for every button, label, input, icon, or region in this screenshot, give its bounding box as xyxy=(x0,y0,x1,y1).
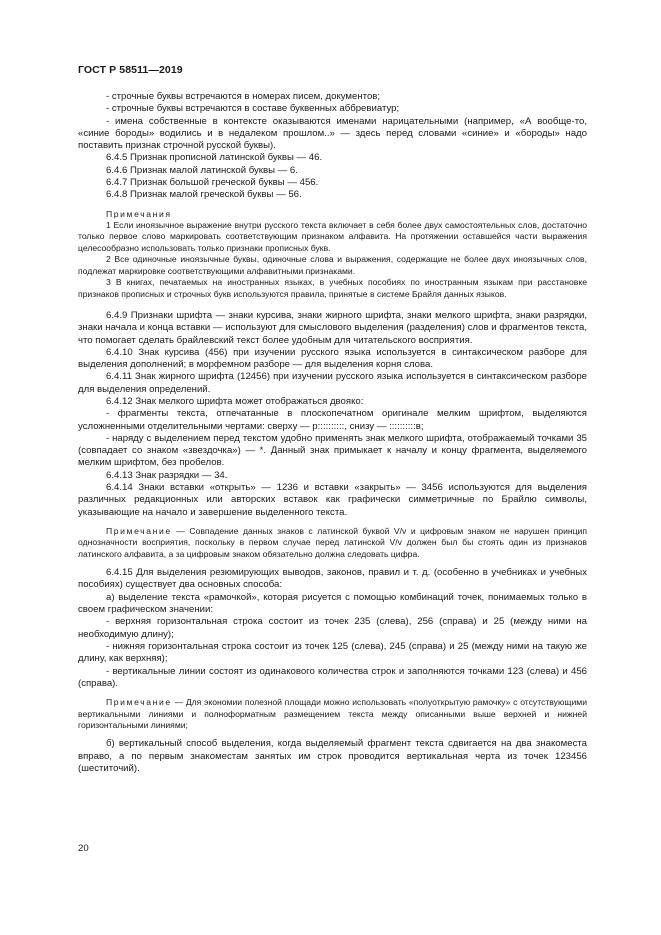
list-item: - вертикальные линии состоят из одинакового количества строк и заполняются точками 123 (слева) и 456 (справа). xyxy=(78,665,587,689)
section-6-4-15: 6.4.15 Для выделения резюмирующих выводов, законов, правил и т. д. (особенно в учебниках и учебных пособиях) существует два основных способа: xyxy=(78,567,587,591)
note-text: — Совпадение данных знаков с латинской буквой V/v и цифровым знаком не нарушен принцип однозначности восприятия, поскольку в первом случае перед латинской V/v должен был бы стоять один из признаков латинского алфавита, а за цифровым знаком обязательно должна следовать цифра. xyxy=(78,525,587,559)
section-6-4-12: 6.4.12 Знак мелкого шрифта может отображаться двояко: xyxy=(106,396,364,407)
page-body xyxy=(78,91,587,775)
note-5 xyxy=(78,697,587,731)
document-header: ГОСТ Р 58511—2019 xyxy=(78,64,183,76)
note-label: Примечание xyxy=(106,525,172,536)
note-4 xyxy=(78,526,587,560)
section-6-4-14: 6.4.14 Знаки вставки «открыть» — 1236 и вставки «закрыть» — 3456 используются для выделения различных редакционных или авторских вставок как графически симметричные по Брайлю символы, указывающие на начало и завершение выделенного текста. xyxy=(78,482,587,518)
section-6-4-8: 6.4.8 Признак малой греческой буквы — 56. xyxy=(106,189,302,201)
section-6-4-5: 6.4.5 Признак прописной латинской буквы — 46. xyxy=(106,152,323,164)
note-label: Примечание xyxy=(106,697,172,708)
note-3: 3 В книгах, печатаемых на иностранных языках, в учебных пособиях по иностранным языкам при расстановке признаков прописных и строчных букв используются правила, принятые в системе Брайля данных языков. xyxy=(78,277,587,299)
section-6-4-9: 6.4.9 Признаки шрифта — знаки курсива, знаки жирного шрифта, знаки мелкого шрифта, знаки разрядки, знаки начала и конца вставки — используют для смыслового выделения (разделения) слов и фрагментов текста, что помогает сделать брайлевский текст более удобным для читательского восприятия. xyxy=(78,309,587,346)
list-item: - фрагменты текста, отпечатанные в плоскопечатном оригинале мелким шрифтом, выделяются усложненными отделительными чертами: сверху — р::::::::::, снизу — ::::::::::в; xyxy=(78,408,587,432)
paragraph: - строчные буквы встречаются в составе буквенных аббревиатур; xyxy=(106,103,400,115)
page-number: 20 xyxy=(78,843,89,854)
paragraph: - строчные буквы встречаются в номерах писем, документов; xyxy=(106,91,381,102)
section-6-4-10: 6.4.10 Знак курсива (456) при изучении русского языка используется в синтаксическом разборе для выделения дополнений; в морфемном разборе — для выделения корня слова. xyxy=(78,346,587,371)
section-6-4-6: 6.4.6 Признак малой латинской буквы — 6. xyxy=(106,164,298,176)
list-item: - наряду с выделением перед текстом удобно применять знак мелкого шрифта, отображаемый точками 35 (совпадает со знаком «звездочка») — *. Данный знак примыкает к началу и концу фрагмента, выделяемого мелким шрифтом, без пробелов. xyxy=(78,432,587,469)
section-6-4-7: 6.4.7 Признак большой греческой буквы — 456. xyxy=(106,177,319,189)
note-2: 2 Все одиночные иноязычные буквы, одиночные слова и выражения, содержащие не более двух иноязычных слов, подлежат маркировке соответствующими алфавитными признаками. xyxy=(78,254,587,276)
note-1: 1 Если иноязычное выражение внутри русского текста включает в себя более двух самостоятельных слов, достаточно только первое слово маркировать соответствующим признаком алфавита. На протяжении оставшейся части выражения целесообразно использовать только признаки прописных букв. xyxy=(78,220,587,253)
note-text: — Для экономии полезной площади можно использовать «полуоткрытую рамочку» с отсутствующими вертикальными линиями и полноформатным размещением текста между описанными выше верхней и нижней горизонтальными линиями; xyxy=(78,697,587,730)
section-6-4-11: 6.4.11 Знак жирного шрифта (12456) при изучении русского языка используется в синтаксическом разборе для выделения определений. xyxy=(78,371,587,395)
notes-title: Примечания xyxy=(106,208,172,219)
paragraph: - имена собственные в контексте оказываются именами нарицательными (например, «А вообще-то, «синие бороды» водились и в недалеком прошлом..» — здесь перед словами «синие» и «бороды» надо поставить признак строчной русской буквы). xyxy=(78,115,587,152)
list-item: - верхняя горизонтальная строка состоит из точек 235 (слева), 256 (справа) и 25 (между ними на необходимую длину); xyxy=(78,616,587,640)
list-item: - нижняя горизонтальная строка состоит из точек 125 (слева), 245 (справа) и 25 (между ними на такую же длину, как верхняя); xyxy=(78,640,587,665)
list-item: б) вертикальный способ выделения, когда выделяемый фрагмент текста сдвигается на два знакоместа вправо, а по первым знакоместам занятых им строк проводится вертикальная черта из точек 123456 (шеститочий). xyxy=(78,738,587,774)
section-6-4-13: 6.4.13 Знак разрядки — 34. xyxy=(106,469,228,481)
list-item: а) выделение текста «рамочкой», которая рисуется с помощью комбинаций точек, понимаемых только в своем графическом значении: xyxy=(78,591,587,616)
